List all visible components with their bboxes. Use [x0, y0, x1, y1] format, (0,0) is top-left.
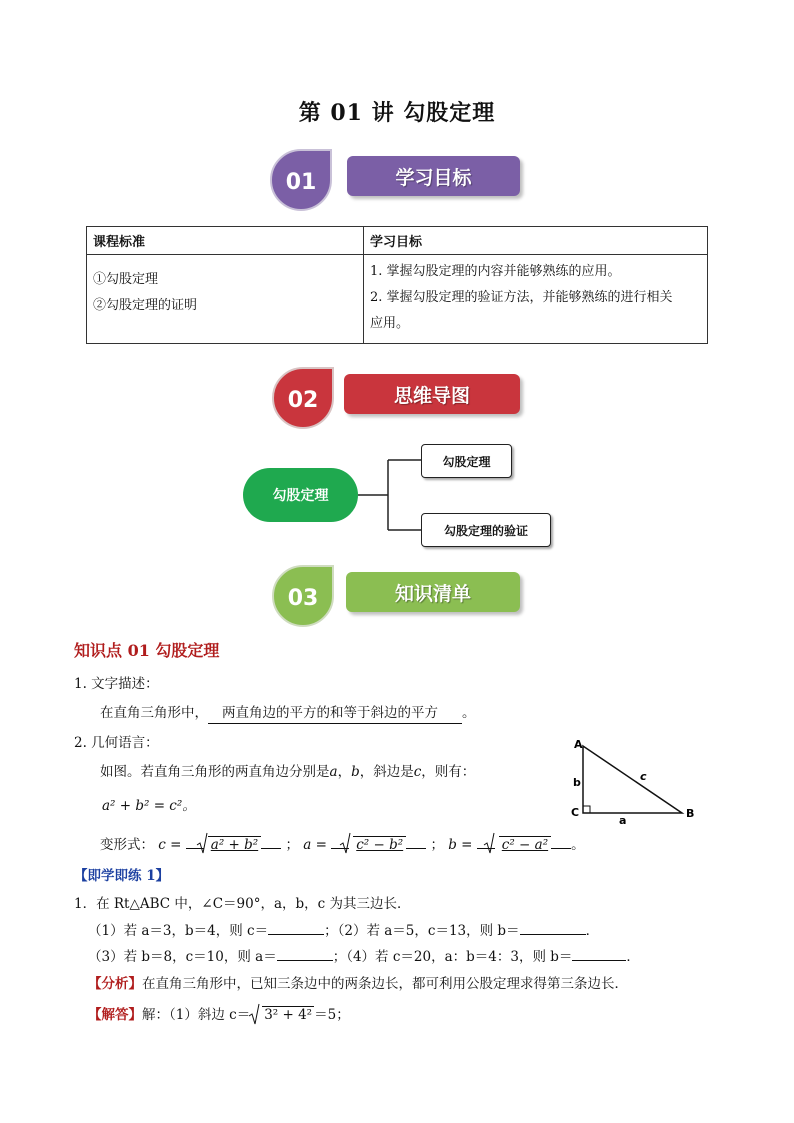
section-label: 学习目标	[347, 156, 520, 196]
vertex-label: B	[686, 807, 695, 820]
table-header-objective: 学习目标	[364, 227, 708, 255]
objective-item: 2. 掌握勾股定理的验证方法，并能够熟练的进行相关	[370, 290, 673, 305]
section-label: 思维导图	[344, 374, 520, 414]
table-cell-objectives	[364, 255, 708, 344]
table-header-standard: 课程标准	[87, 227, 364, 255]
mindmap-connectors	[355, 455, 425, 543]
objective-item: 应用。	[370, 316, 410, 331]
sqrt-sign-icon	[196, 832, 208, 856]
var-a: a	[329, 764, 338, 780]
practice-title: 【即学即练 1】	[74, 868, 170, 884]
variant-end: 。	[571, 837, 585, 853]
item1-post: 。	[462, 705, 476, 721]
analysis-text: 在直角三角形中，已知三条边中的两条边长，都可利用公股定理求得第三条边长．	[142, 976, 628, 992]
objective-item: 1. 掌握勾股定理的内容并能够熟练的应用。	[370, 264, 621, 279]
question-intro: 1．在 Rt△ABC 中，∠C＝90°，a，b，c 为其三边长．	[74, 896, 411, 912]
section-number-badge	[271, 564, 335, 628]
q4-text: ；（4）若 c＝20，a：b＝4：3，则 b＝	[332, 949, 573, 965]
blank	[551, 848, 571, 849]
side-label: a	[619, 814, 627, 826]
answer-tag: 【解答】	[88, 1007, 142, 1023]
vertex-label: C	[571, 806, 580, 819]
section-badge-shape	[269, 148, 333, 212]
sqrt-radicand: a² + b²	[208, 836, 261, 853]
sqrt-sign-icon	[483, 832, 495, 856]
answer-blank	[520, 934, 586, 935]
answer-pre: 解：（1）斜边 c＝	[142, 1007, 251, 1023]
section-badge-shape	[271, 366, 335, 430]
side-label: c	[640, 770, 647, 783]
item1-pre: 在直角三角形中，	[100, 705, 208, 721]
variant-label: 变形式：	[100, 837, 154, 853]
vertex-label: A	[574, 738, 583, 751]
section-number: 02	[287, 388, 319, 413]
sqrt-radicand: c² − b²	[353, 836, 406, 853]
item1-heading: 1. 文字描述：	[74, 676, 159, 692]
right-triangle-diagram	[566, 736, 706, 826]
analysis-tag: 【分析】	[88, 976, 142, 992]
mindmap-root: 勾股定理	[243, 468, 358, 522]
answer-radicand: 3² + 4²	[264, 1007, 313, 1023]
standard-item: ②勾股定理的证明	[93, 298, 198, 313]
side-label: b	[573, 776, 581, 789]
item1-sentence	[100, 703, 476, 724]
q-dot: ．	[626, 949, 640, 965]
answer-line	[88, 1005, 350, 1025]
section-number-badge	[271, 366, 335, 430]
q1-text: （1）若 a＝3，b＝4，则 c＝	[88, 923, 269, 939]
blank	[406, 848, 426, 849]
goals-table	[86, 226, 708, 344]
variant-formulas: 变形式： c = a² + b² ； a = c² − b² ； b = c² − a² 。	[100, 837, 585, 853]
item2-end: ，则有：	[421, 764, 476, 780]
item2-mid: ，斜边是	[359, 764, 414, 780]
analysis-line	[88, 974, 628, 994]
q3-text: （3）若 b＝8，c＝10，则 a＝	[88, 949, 277, 965]
blank	[261, 848, 281, 849]
var-c: c	[413, 764, 422, 780]
item2-desc	[100, 762, 475, 782]
sqrt-sign-icon	[339, 832, 351, 856]
item2-desc-text: 如图。若直角三角形的两直角边分别是	[100, 764, 330, 780]
sqrt-sign-icon	[248, 1003, 260, 1027]
section-number: 01	[285, 170, 317, 195]
variant-c-lhs: c =	[158, 837, 182, 853]
section-badge-shape	[271, 564, 335, 628]
standard-item: ①勾股定理	[93, 272, 159, 287]
sqrt-radicand: c² − a²	[499, 836, 551, 853]
mindmap-node: 勾股定理	[421, 444, 512, 478]
answer-blank	[277, 960, 333, 961]
item1-fill: 两直角边的平方的和等于斜边的平方	[208, 703, 462, 724]
section-number: 03	[287, 586, 319, 611]
var-b: b	[351, 764, 360, 780]
answer-post: ＝5；	[314, 1007, 350, 1023]
answer-blank	[268, 934, 324, 935]
section-label: 知识清单	[346, 572, 520, 612]
knowledge-point-title: 知识点 01 勾股定理	[74, 641, 220, 660]
pythagorean-formula: a² + b² = c²。	[102, 798, 196, 814]
question-row-1	[88, 921, 599, 941]
mindmap-node: 勾股定理的验证	[421, 513, 551, 547]
question-row-2	[88, 947, 640, 967]
table-cell-standards	[87, 255, 364, 344]
variant-a-lhs: a =	[303, 837, 327, 853]
page-title: 第 01 讲 勾股定理	[298, 100, 496, 126]
sep: ，	[337, 764, 352, 780]
section-number-badge	[269, 148, 333, 212]
variant-b-lhs: b =	[448, 837, 473, 853]
q-dot: ．	[585, 923, 600, 939]
q2-text: ；（2）若 a＝5，c＝13，则 b＝	[324, 923, 520, 939]
item2-heading: 2. 几何语言：	[74, 735, 159, 751]
answer-blank	[572, 960, 626, 961]
